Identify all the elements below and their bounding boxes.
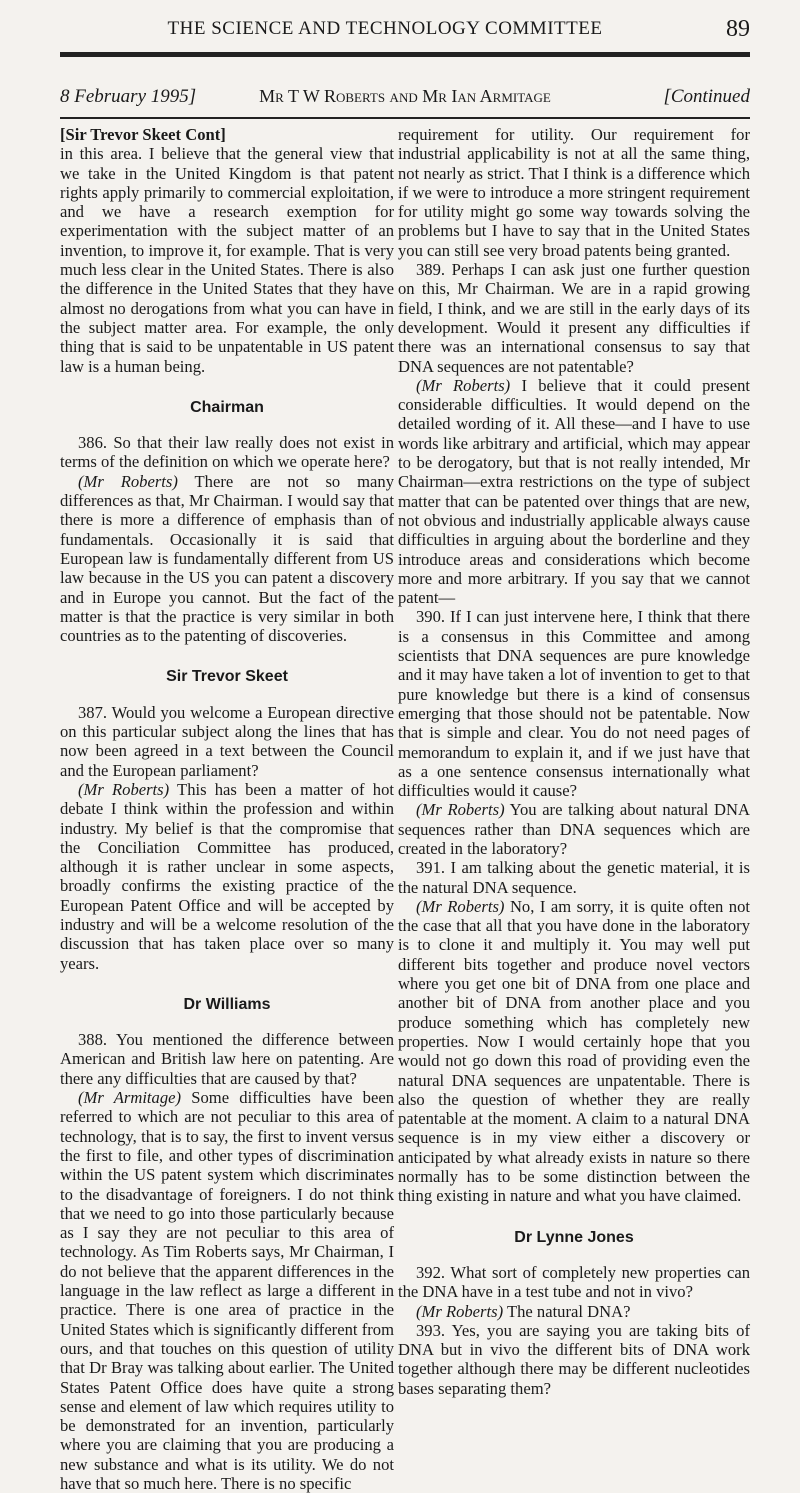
answer-390: [398, 800, 750, 858]
paragraph: requirement for utility. Our requirement for industrial applicability is not at all the same thing, not nearly as strict. That I think is a difference which if we were to introduce a more stringent requirement for utility might go some way towards solving the problems but I have to say that in the United States you can still see very broad patents being granted.: [398, 125, 750, 260]
running-head: [60, 18, 750, 48]
answer-text: This has been a matter of hot debate I think within the profession and within industry. My belief is that the compromise that the Conciliation Committee has produced, although it is rather unclear in some aspects, broadly confirms the existing practice of the European Patent Office and will be accepted by industry and will be a welcome resolution of the discussion that has taken place over so many years.: [60, 779, 394, 973]
question-387: 387. Would you welcome a European directive on this particular subject along the lines that has now been agreed in a text between the Council and the European parliament?: [60, 702, 394, 780]
witness-label: (Mr Roberts): [416, 375, 511, 395]
witness-label: (Mr Armitage): [78, 1088, 182, 1108]
speaker-heading: Sir Trevor Skeet: [166, 668, 288, 686]
witness-label: (Mr Roberts): [416, 800, 505, 820]
session-header: [60, 86, 750, 112]
witness-label: (Mr Roberts): [78, 471, 178, 491]
question-392: 392. What sort of completely new properties can the DNA have in a test tube and not in vivo?: [398, 1262, 750, 1302]
answer-text: Some difficulties have been referred to which are not peculiar to this area of technology, that is to say, the first to invent versus the first to file, and other types of discrimination within the US patent system which discriminates to the disadvantage of foreigners. I do not think that we need to go into those particularly because as I say they are not peculiar to this area of technology. As Tim Roberts says, Mr Chairman, I do not believe that the apparent differences in the language in the law reflect as large a different in practice. There is one area of practice in the United States which is significantly different from ours, and that touches on this question of utility that Dr Bray was talking about earlier. The United States Patent Office does have quite a strong sense and element of law which requires utility to be demonstrated for an invention, particularly where you are claiming that you are producing a new substance and what is its utility. We do not have that so much here. There is no specific: [60, 1088, 395, 1493]
page-number: 89: [726, 16, 750, 42]
question-389: 389. Perhaps I can ask just one further question on this, Mr Chairman. We are in a rapid growing field, I think, and we are still in the early days of its development. Would it present any difficulties if there was an international consensus to say that DNA sequences are not patentable?: [398, 260, 750, 376]
answer-text: No, I am sorry, it is quite often not the case that all that you have done in the laboratory is to clone it and multiply it. You may well put different bits together and produce novel vectors where you get one bit of DNA from one place and another bit of DNA from another place and you produce something which has completely new properties. Now I would certainly hope that you would not go down this road of providing even the natural DNA sequences are unpatentable. There is also the question of whether they are really patentable at the moment. A claim to a natural DNA sequence is in my view either a discovery or anticipated by what already exists in nature so there normally has to be some distinction between the thing existing in nature and what you have claimed.: [398, 896, 750, 1206]
answer-text: I believe that it could present considerable difficulties. It would depend on the detailed wording of it. All these—and I have to use words like arbitrary and artificial, which may appear to be derogatory, but that is not really intended, Mr Chairman—extra restrictions on the type of subject matter that can be patented over things that are new, not obvious and industrially applicable always cause difficulties in arguing about the borderline and they introduce areas and considerations which become more and more arbitrary. If you say that we cannot patent—: [398, 375, 750, 608]
subheader-rule: [60, 117, 750, 119]
speaker-heading: Chairman: [190, 398, 264, 416]
continued-label: [Continued: [663, 86, 750, 107]
question-393: 393. Yes, you are saying you are taking bits of DNA but in vivo the different bits of DNA work together although there may be different nucleotides bases separating them?: [398, 1320, 750, 1398]
witness-label: (Mr Roberts): [78, 779, 170, 799]
speaker-heading: Dr Lynne Jones: [514, 1228, 634, 1246]
speaker-heading: Dr Williams: [183, 995, 271, 1013]
answer-386: [60, 472, 394, 646]
answer-387: [60, 780, 394, 973]
right-column: [398, 125, 751, 1398]
answer-389: [398, 376, 750, 608]
continuation-heading: [Sir Trevor Skeet Cont]: [60, 125, 226, 144]
running-head-title: THE SCIENCE AND TECHNOLOGY COMMITTEE: [167, 18, 603, 39]
question-391: 391. I am talking about the genetic material, it is the natural DNA sequence.: [398, 858, 750, 897]
witness-names: Mr T W Roberts and Mr Ian Armitage: [259, 86, 551, 106]
answer-text: You are talking about natural DNA sequences rather than DNA sequences which are created in the laboratory?: [398, 800, 751, 858]
answer-391: [398, 897, 750, 1206]
answer-388: [60, 1088, 394, 1493]
session-date: 8 February 1995]: [60, 86, 197, 107]
header-rule: [60, 52, 750, 57]
witness-label: (Mr Roberts): [416, 896, 505, 916]
question-388: 388. You mentioned the difference between American and British law here on patenting. Are there any difficulties that are caused by that?: [60, 1030, 394, 1088]
paragraph: in this area. I believe that the general view that we take in the United Kingdom is that patent rights apply primarily to commercial exploitation, and we have a research exemption for experimentation with the subject matter of an invention, to improve it, for example. That is very much less clear in the United States. There is also the difference in the United States that they have almost no derogations from what you can have in the subject matter area. For example, the only thing that is said to be unpatentable in US patent law is a human being.: [60, 144, 394, 376]
left-column: [60, 125, 395, 1493]
answer-392: [398, 1302, 750, 1321]
answer-text: The natural DNA?: [503, 1301, 631, 1321]
question-386: 386. So that their law really does not exist in terms of the definition on which we operate here?: [60, 433, 394, 472]
question-390: 390. If I can just intervene here, I think that there is a consensus in this Committee and among scientists that DNA sequences are pure knowledge and it may have taken a lot of invention to get to that pure knowledge but there is a kind of consensus emerging that those should not be patentable. Now that is simple and clear. You do not need pages of memorandum to explain it, and if we just have that as a one sentence consensus internationally what difficulties would it cause?: [398, 607, 750, 801]
answer-text: There are not so many differences as that, Mr Chairman. I would say that there is more a difference of emphasis than of fundamentals. Occasionally it is said that European law is fundamentally different from US law because in the US you can patent a discovery and in Europe you cannot. But the fact of the matter is that the practice is very similar in both countries as to the patenting of discoveries.: [60, 471, 394, 646]
witness-label: (Mr Roberts): [416, 1301, 504, 1321]
